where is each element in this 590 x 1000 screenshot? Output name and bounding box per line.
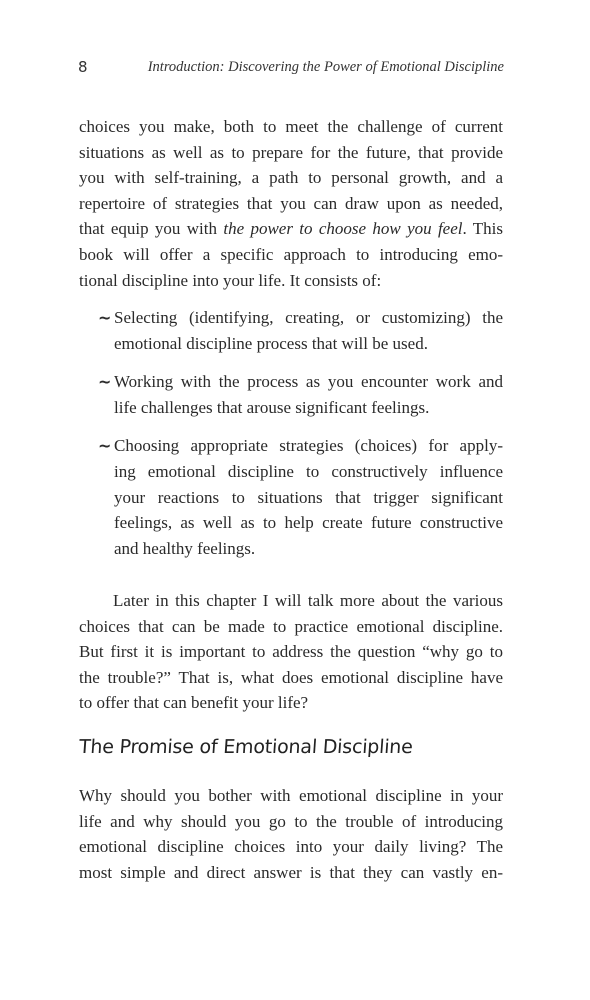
text-line: the trouble?” That is, what does emotional discipline have	[79, 667, 503, 687]
list-item	[98, 369, 503, 420]
list-item	[98, 433, 503, 561]
list-item-text	[114, 369, 503, 420]
text-line: Later in this chapter I will talk more about the various	[113, 591, 503, 610]
text-line: you with self-training, a path to personal growth, and a	[79, 168, 503, 188]
text-line: feelings, as well as to help create future constructive	[114, 513, 503, 533]
section-heading: The Promise of Emotional Discipline	[78, 736, 414, 758]
bullet-list	[98, 305, 503, 574]
text-line: choices you make, both to meet the challenge of current	[79, 117, 503, 136]
text-line: book will offer a specific approach to introducing emo-	[79, 244, 503, 264]
text-line: ing emotional discipline to constructively influence	[114, 461, 503, 481]
text-line: life and why should you go to the trouble of introducing	[79, 811, 503, 831]
text-run: that equip you with	[79, 219, 224, 239]
text-run: . This	[462, 219, 504, 239]
text-line: most simple and direct answer is that they can vastly en-	[79, 862, 503, 882]
text-line: to offer that can benefit your life?	[79, 693, 309, 713]
list-item-text	[114, 305, 503, 356]
tilde-bullet-icon: ~	[98, 372, 112, 392]
paragraph-continued	[79, 114, 503, 293]
text-line: Why should you bother with emotional discipline in your	[79, 786, 503, 805]
text-line: and healthy feelings.	[114, 538, 256, 558]
text-line: repertoire of strategies that you can draw upon as needed,	[79, 193, 503, 213]
text-line: life challenges that arouse significant feelings.	[114, 397, 430, 417]
text-line: Choosing appropriate strategies (choices) for apply-	[114, 436, 503, 456]
emphasis-text: the power to choose how you feel	[223, 219, 463, 239]
list-item-text	[114, 433, 503, 561]
text-line: tional discipline into your life. It consists of:	[79, 270, 382, 290]
text-line: Selecting (identifying, creating, or customizing) the	[114, 308, 503, 327]
text-line: But first it is important to address the question “why go to	[79, 642, 503, 662]
text-line: your reactions to situations that trigger significant	[114, 487, 503, 507]
running-title: Introduction: Discovering the Power of Emotional Discipline	[147, 59, 504, 75]
text-line-mixed	[79, 216, 503, 242]
text-line: choices that can be made to practice emotional discipline.	[79, 616, 503, 636]
page-number: 8	[78, 58, 88, 76]
paragraph	[79, 783, 503, 885]
running-head	[78, 58, 504, 80]
tilde-bullet-icon: ~	[98, 436, 112, 456]
text-line: Working with the process as you encounter work and	[114, 372, 503, 392]
paragraph	[79, 588, 503, 716]
list-item	[98, 305, 503, 356]
tilde-bullet-icon: ~	[98, 308, 112, 327]
text-line: emotional discipline process that will be used.	[114, 333, 428, 353]
text-line: emotional discipline choices into your daily living? The	[79, 837, 503, 857]
text-line: situations as well as to prepare for the future, that provide	[79, 142, 503, 162]
